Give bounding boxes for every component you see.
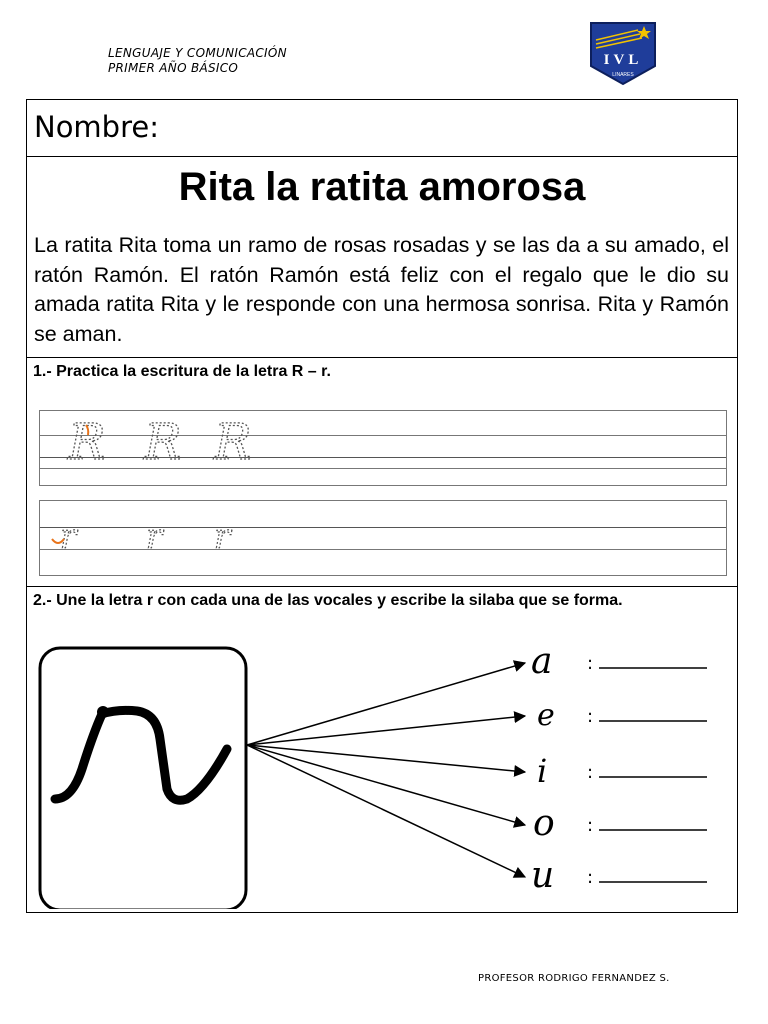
exercise-2 [27, 587, 737, 912]
vowel-o: o [533, 803, 555, 844]
traced-r-1: r [60, 517, 77, 557]
traced-r-2: r [146, 517, 163, 557]
exercise-1-title: 1.- Practica la escritura de la letra R – r. [33, 363, 331, 380]
subject-label: LENGUAJE Y COMUNICACIÓN [108, 46, 287, 60]
traced-r-3: r [214, 517, 231, 557]
connector-line-o [247, 745, 525, 825]
worksheet-frame [26, 99, 738, 913]
logo-initials: IVL [603, 52, 643, 68]
colon-i: : [587, 762, 594, 783]
story-text: La ratita Rita toma un ramo de rosas rosadas y se las da a su amado, el ratón Ramón. El ratón Ramón está feliz con el regalo que le dio su amada ratita Rita y le responde con una hermosa sonrisa. Rita y Ramón se aman. [34, 233, 729, 346]
colon-o: : [587, 815, 594, 836]
vowel-a: a [531, 641, 553, 682]
document-header [108, 46, 287, 76]
connector-line-a [247, 663, 525, 745]
school-logo [588, 20, 658, 86]
exercise-2-title: 2.- Une la letra r con cada una de las vocales y escribe la silaba que se forma. [33, 592, 623, 609]
connector-line-u [247, 745, 525, 877]
connector-line-i [247, 745, 525, 772]
exercise-1 [27, 358, 737, 587]
vowel-e: e [537, 698, 555, 733]
uppercase-practice-lines[interactable] [39, 410, 727, 486]
footer-author: PROFESOR RODRIGO FERNANDEZ S. [478, 973, 670, 984]
story-title: Rita la ratita amorosa [178, 165, 586, 209]
traced-R-1: R [68, 413, 106, 471]
colon-a: : [587, 653, 594, 674]
connect-diagram [27, 639, 739, 909]
grade-label: PRIMER AÑO BÁSICO [108, 61, 239, 75]
traced-R-3: R [214, 413, 252, 471]
logo-city: LINARES [612, 72, 634, 78]
letter-card [40, 648, 246, 909]
lowercase-practice-lines[interactable] [39, 500, 727, 576]
colon-e: : [587, 706, 594, 727]
name-label: Nombre: [34, 110, 159, 144]
story-section [27, 157, 737, 358]
vowel-u: u [531, 855, 555, 896]
vowel-i: i [537, 752, 548, 790]
traced-R-2: R [144, 413, 182, 471]
name-row [27, 100, 737, 157]
connector-line-e [247, 716, 525, 745]
colon-u: : [587, 867, 594, 888]
